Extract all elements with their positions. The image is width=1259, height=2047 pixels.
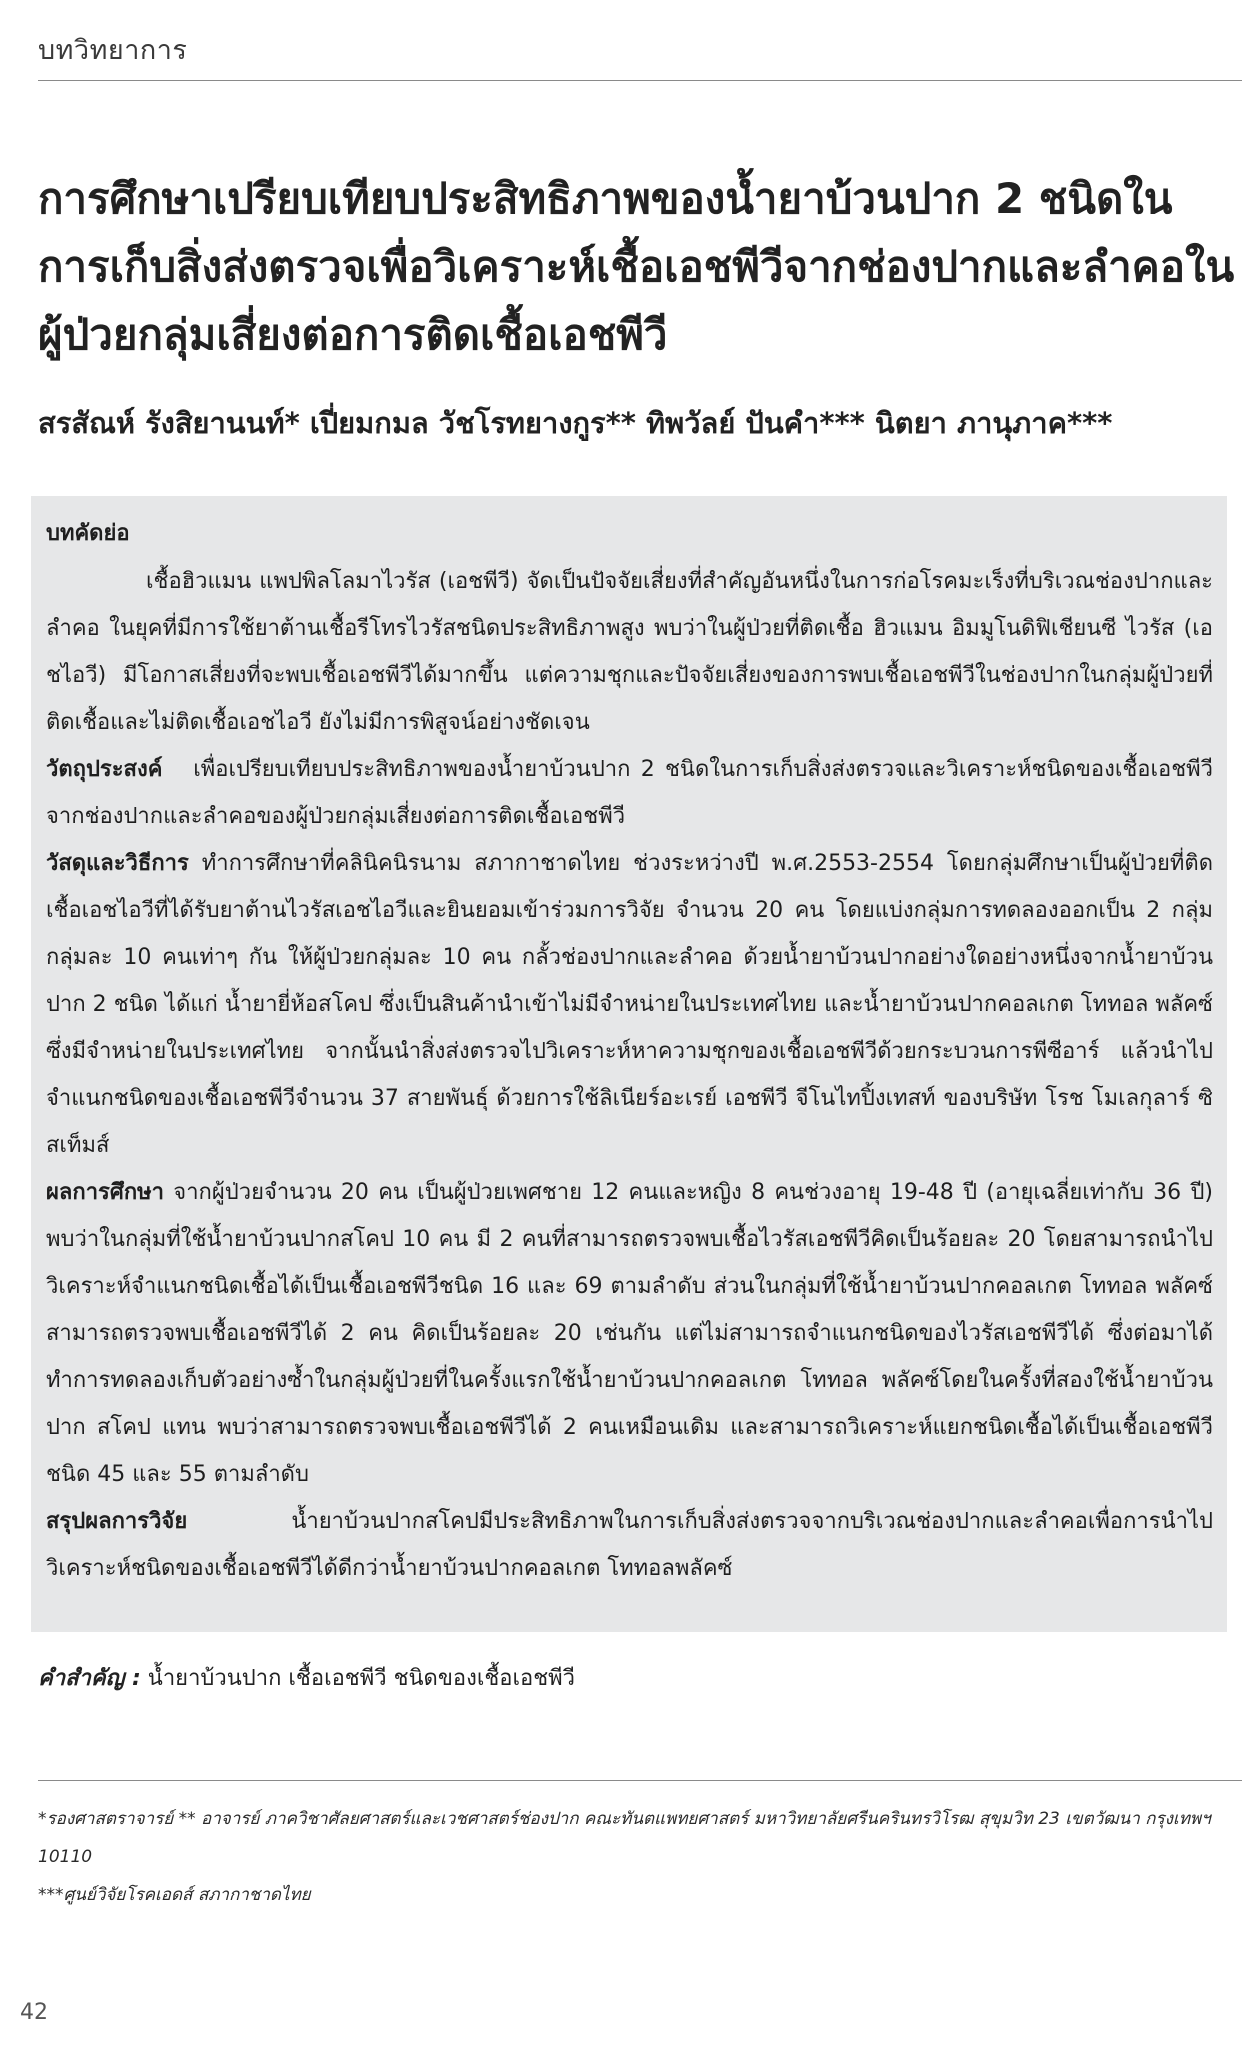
- objective-label: วัตถุประสงค์: [46, 757, 163, 782]
- results-text: จากผู้ป่วยจำนวน 20 คน เป็นผู้ป่วยเพศชาย 12 คนและหญิง 8 คนช่วงอายุ 19-48 ปี (อายุเฉลี่ยเท่ากับ 36 ปี) พบว่าในกลุ่มที่ใช้น้ำยาบ้วนปากสโคป 10 คน มี 2 คนที่สามารถตรวจพบเชื้อไวรัสเอชพีวีคิดเป็นร้อยละ 20 โดยสามารถนำไปวิเคราะห์จำแนกชนิดเชื้อได้เป็นเชื้อเอชพีวีชนิด 16 และ 69 ตามลำดับ ส่วนในกลุ่มที่ใช้น้ำยาบ้วนปากคอลเกต โททอล พลัคซ์ สามารถตรวจพบเชื้อเอชพีวีได้ 2 คน คิดเป็นร้อยละ 20 เช่นกัน แต่ไม่สามารถจำแนกชนิดของไวรัสเอชพีวีได้ ซึ่งต่อมาได้ทำการทดลองเก็บตัวอย่างซ้ำในกลุ่มผู้ป่วยที่ในครั้งแรกใช้น้ำยาบ้วนปากคอลเกต โททอล พลัคซ์โดยในครั้งที่สองใช้น้ำยาบ้วนปาก สโคป แทน พบว่าสามารถตรวจพบเชื้อเอชพีวีได้ 2 คนเหมือนเดิม และสามารถวิเคราะห์แยกชนิดเชื้อได้เป็นเชื้อเอชพีวีชนิด 45 และ 55 ตามลำดับ: [46, 1180, 1213, 1487]
- footnote-affiliation-1: *รองศาสตราจารย์ ** อาจารย์ ภาควิชาศัลยศาสตร์และเวชศาสตร์ช่องปาก คณะทันตแพทยศาสตร์ มหาวิทยาลัยศรีนครินทรวิโรฒ สุขุมวิท 23 เขตวัฒนา กรุงเทพฯ 10110: [38, 1809, 1211, 1867]
- conclusion-text: น้ำยาบ้วนปากสโคปมีประสิทธิภาพในการเก็บสิ่งส่งตรวจจากบริเวณช่องปากและลำคอเพื่อการนำไปวิเคราะห์ชนิดของเชื้อเอชพีวีได้ดีกว่าน้ำยาบ้วนปากคอลเกต โททอลพลัคซ์: [46, 1509, 1213, 1581]
- abstract-heading: บทคัดย่อ: [46, 521, 130, 546]
- abstract-background: เชื้อฮิวแมน แพปพิลโลมาไวรัส (เอชพีวี) จัดเป็นปัจจัยเสี่ยงที่สำคัญอันหนึ่งในการก่อโรคมะเร็งที่บริเวณช่องปากและลำคอ ในยุคที่มีการใช้ยาต้านเชื้อรีโทรไวรัสชนิดประสิทธิภาพสูง พบว่าในผู้ป่วยที่ติดเชื้อ ฮิวแมน อิมมูโนดิฟิเชียนซี ไวรัส (เอชไอวี) มีโอกาสเสี่ยงที่จะพบเชื้อเอชพีวีได้มากขึ้น แต่ความชุกและปัจจัยเสี่ยงของการพบเชื้อเอชพีวีในช่องปากในกลุ่มผู้ป่วยที่ติดเชื้อและไม่ติดเชื้อเอชไอวี ยังไม่มีการพิสูจน์อย่างชัดเจน: [46, 569, 1213, 735]
- page-number: 42: [20, 2000, 48, 2025]
- abstract-conclusion: [46, 1498, 1213, 1592]
- footnote-divider: [38, 1780, 1242, 1781]
- keywords: [38, 1660, 1218, 1695]
- abstract-box: [31, 496, 1227, 1632]
- abstract-results: [46, 1169, 1213, 1498]
- abstract-methods: [46, 840, 1213, 1169]
- conclusion-label: สรุปผลการวิจัย: [46, 1509, 188, 1534]
- footnotes: [38, 1800, 1233, 1914]
- methods-text: ทำการศึกษาที่คลินิคนิรนาม สภากาชาดไทย ช่วงระหว่างปี พ.ศ.2553-2554 โดยกลุ่มศึกษาเป็นผู้ป่วยที่ติดเชื้อเอชไอวีที่ได้รับยาต้านไวรัสเอชไอวีและยินยอมเข้าร่วมการวิจัย จำนวน 20 คน โดยแบ่งกลุ่มการทดลองออกเป็น 2 กลุ่ม กลุ่มละ 10 คนเท่าๆ กัน ให้ผู้ป่วยกลุ่มละ 10 คน กลั้วช่องปากและลำคอ ด้วยน้ำยาบ้วนปากอย่างใดอย่างหนึ่งจากน้ำยาบ้วนปาก 2 ชนิด ได้แก่ น้ำยายี่ห้อสโคป ซึ่งเป็นสินค้านำเข้าไม่มีจำหน่ายในประเทศไทย และน้ำยาบ้วนปากคอลเกต โททอล พลัคซ์ ซึ่งมีจำหน่ายในประเทศไทย จากนั้นนำสิ่งส่งตรวจไปวิเคราะห์หาความชุกของเชื้อเอชพีวีด้วยกระบวนการพีซีอาร์ แล้วนำไปจำแนกชนิดของเชื้อเอชพีวีจำนวน 37 สายพันธุ์ ด้วยการใช้ลิเนียร์อะเรย์ เอชพีวี จีโนไทปิ้งเทสท์ ของบริษัท โรช โมเลกุลาร์ ซิสเท็มส์: [46, 851, 1214, 1158]
- article-title: การศึกษาเปรียบเทียบประสิทธิภาพของน้ำยาบ้วนปาก 2 ชนิดในการเก็บสิ่งส่งตรวจเพื่อวิเคราะห์เชื้อเอชพีวีจากช่องปากและลำคอในผู้ป่วยกลุ่มเสี่ยงต่อการติดเชื้อเอชพีวี: [38, 174, 1235, 359]
- results-label: ผลการศึกษา: [46, 1180, 165, 1205]
- keywords-label: คำสำคัญ :: [38, 1666, 141, 1691]
- objective-text: เพื่อเปรียบเทียบประสิทธิภาพของน้ำยาบ้วนปาก 2 ชนิดในการเก็บสิ่งส่งตรวจและวิเคราะห์ชนิดของเชื้อเอชพีวีจากช่องปากและลำคอของผู้ป่วยกลุ่มเสี่ยงต่อการติดเชื้อเอชพีวี: [46, 757, 1213, 829]
- section-label: บทวิทยาการ: [38, 35, 188, 66]
- methods-label: วัสดุและวิธีการ: [46, 851, 189, 876]
- keywords-text: น้ำยาบ้วนปาก เชื้อเอชพีวี ชนิดของเชื้อเอชพีวี: [147, 1666, 576, 1691]
- footnote-affiliation-2: ***ศูนย์วิจัยโรคเอดส์ สภากาชาดไทย: [38, 1885, 311, 1905]
- abstract-objective: [46, 746, 1213, 840]
- author-list: สรสัณห์ รังสิยานนท์* เปี่ยมกมล วัชโรทยางกูร** ทิพวัลย์ ปันคำ*** นิตยา ภานุภาค***: [38, 406, 1113, 440]
- header-divider: [38, 80, 1242, 81]
